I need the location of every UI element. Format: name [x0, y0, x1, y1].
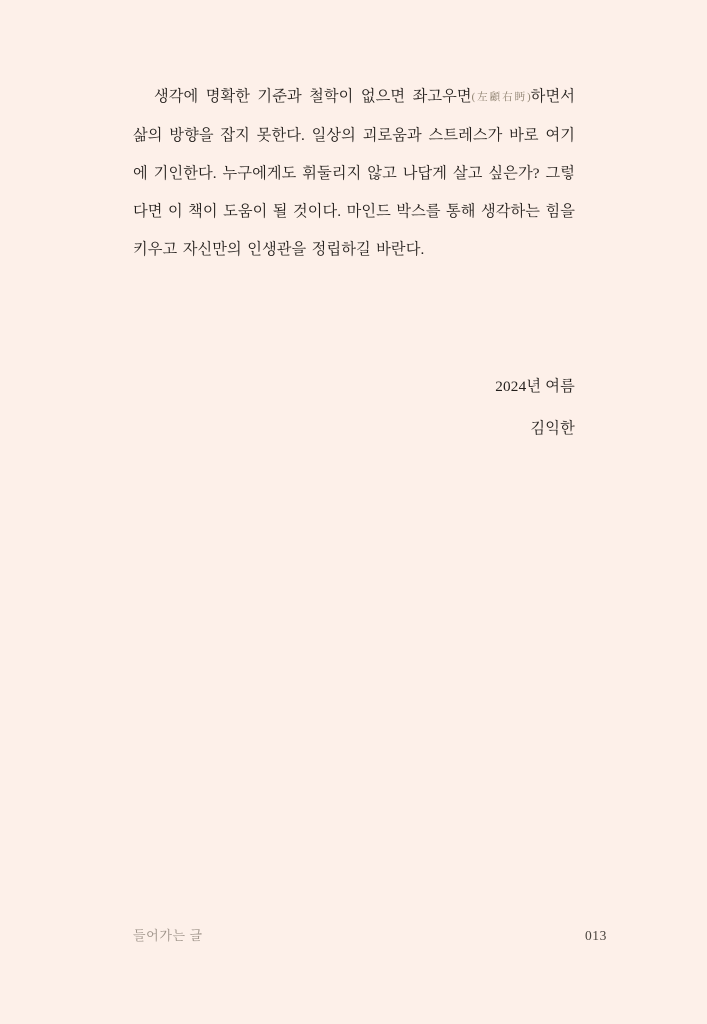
paragraph-text-before-ruby: 생각에 명확한 기준과 철학이 없으면 좌고우면	[154, 88, 472, 105]
paragraph-text-after-ruby: 하면서 삶의 방향을 잡지 못한다. 일상의 괴로움과 스트레스가 바로 여기에 기인한다. 누구에게도 휘둘리지 않고 나답게 살고 싶은가? 그렇다면 이 책이 도움이 될 것이다. 마인드 박스를 통해 생각하는 힘을 키우고 자신만의 인생관을 정립하길 바란다.	[133, 88, 575, 258]
page-footer	[133, 925, 607, 944]
hanja-gloss: (左顧右眄)	[471, 92, 531, 103]
signature-author: 김익한	[530, 420, 575, 437]
footer-section-label: 들어가는 글	[133, 928, 203, 943]
signature-date: 2024년 여름	[495, 378, 575, 395]
body-text-block	[133, 78, 575, 269]
paragraph	[133, 78, 575, 269]
footer-page-number: 013	[584, 928, 607, 943]
signature-block	[133, 368, 575, 448]
